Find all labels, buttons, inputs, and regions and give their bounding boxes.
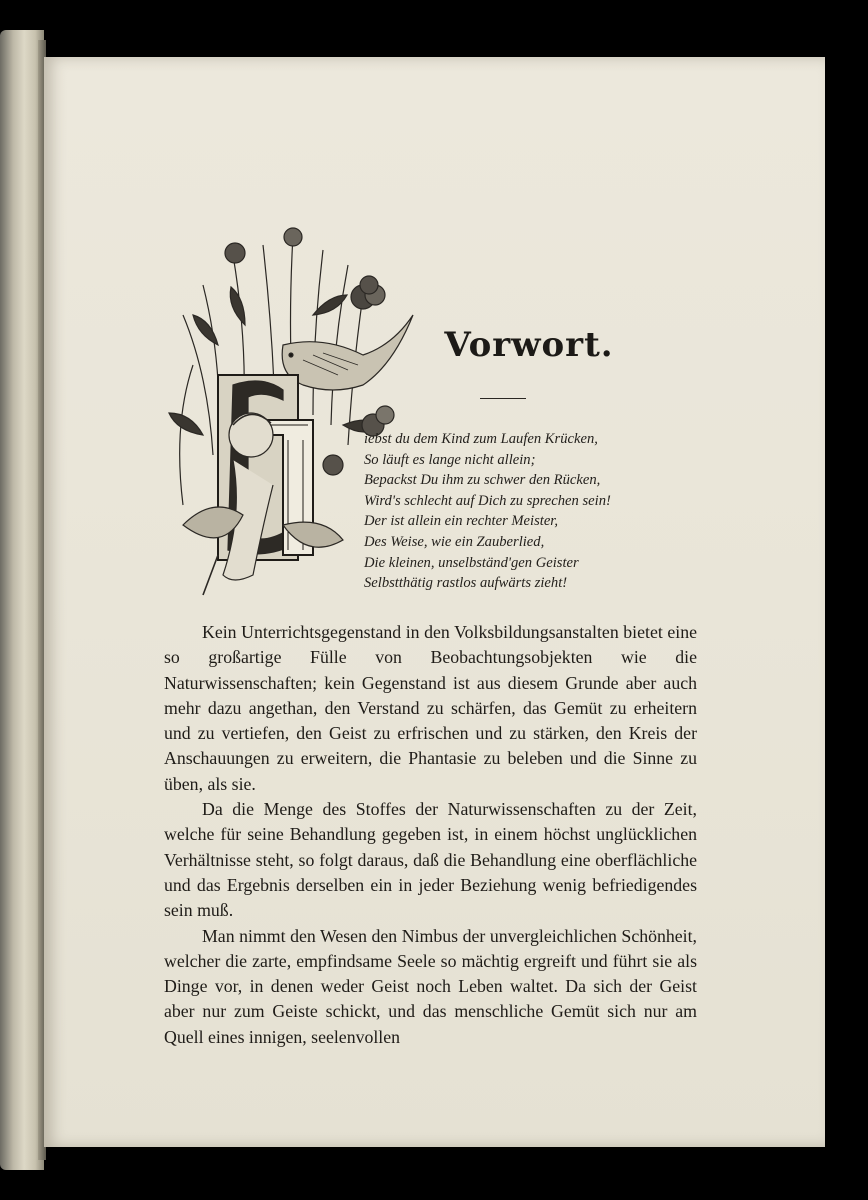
paragraph: Kein Unterrichtsgegenstand in den Volksbildungsanstalten bietet eine so großartige Fülle von Beobachtungsobjekten wie die Naturwissenschaften; kein Gegenstand ist aus diesem Grunde aber auch mehr dazu angethan, den Verstand zu schärfen, das Gemüt zu erheitern und zu vertiefen, den Geist zu erfrischen und zu stärken, den Kreis der Anschauungen zu erweitern, die Phantasie zu beleben und die Sinne zu üben, als sie. [164,622,697,794]
poem-line: iebst du dem Kind zum Laufen Krücken, [364,431,598,447]
poem [364,429,694,594]
page-heading: Vorwort. [444,325,614,365]
paragraph: Da die Menge des Stoffes der Naturwissenschaften zu der Zeit, welche für seine Behandlung gegeben ist, in einem höchst unglücklichen Verhältnisse steht, so folgt daraus, daß die Behandlung eine oberflächliche und das Ergebnis derselben ein in jeder Beziehung wenig befriedigendes sein muß. [164,799,697,921]
poem-line: Die kleinen, unselbständ'gen Geister [364,554,579,571]
poem-line: Des Weise, wie ein Zauberlied, [364,533,545,550]
poem-line: Wird's schlecht auf Dich zu sprechen sein! [364,492,611,509]
poem-line: Selbstthätig rastlos aufwärts zieht! [364,575,568,592]
poem-line: Bepackst Du ihm zu schwer den Rücken, [364,472,601,489]
heading-divider [480,398,526,399]
paragraph: Man nimmt den Wesen den Nimbus der unvergleichlichen Schönheit, welcher die zarte, empfindsame Seele so mächtig ergreift und führt sie als Dinge vor, in denen weder Geist noch Leben waltet. Da sich der Geist aber nur zum Geiste schickt, und das menschliche Gemüt sich nur am Quell eines innigen, seelenvollen [164,925,697,1047]
book-page [44,57,825,1147]
body-text [164,620,697,1050]
poem-line: So läuft es lange nicht allein; [364,451,536,468]
poem-line: Der ist allein ein rechter Meister, [364,513,559,530]
